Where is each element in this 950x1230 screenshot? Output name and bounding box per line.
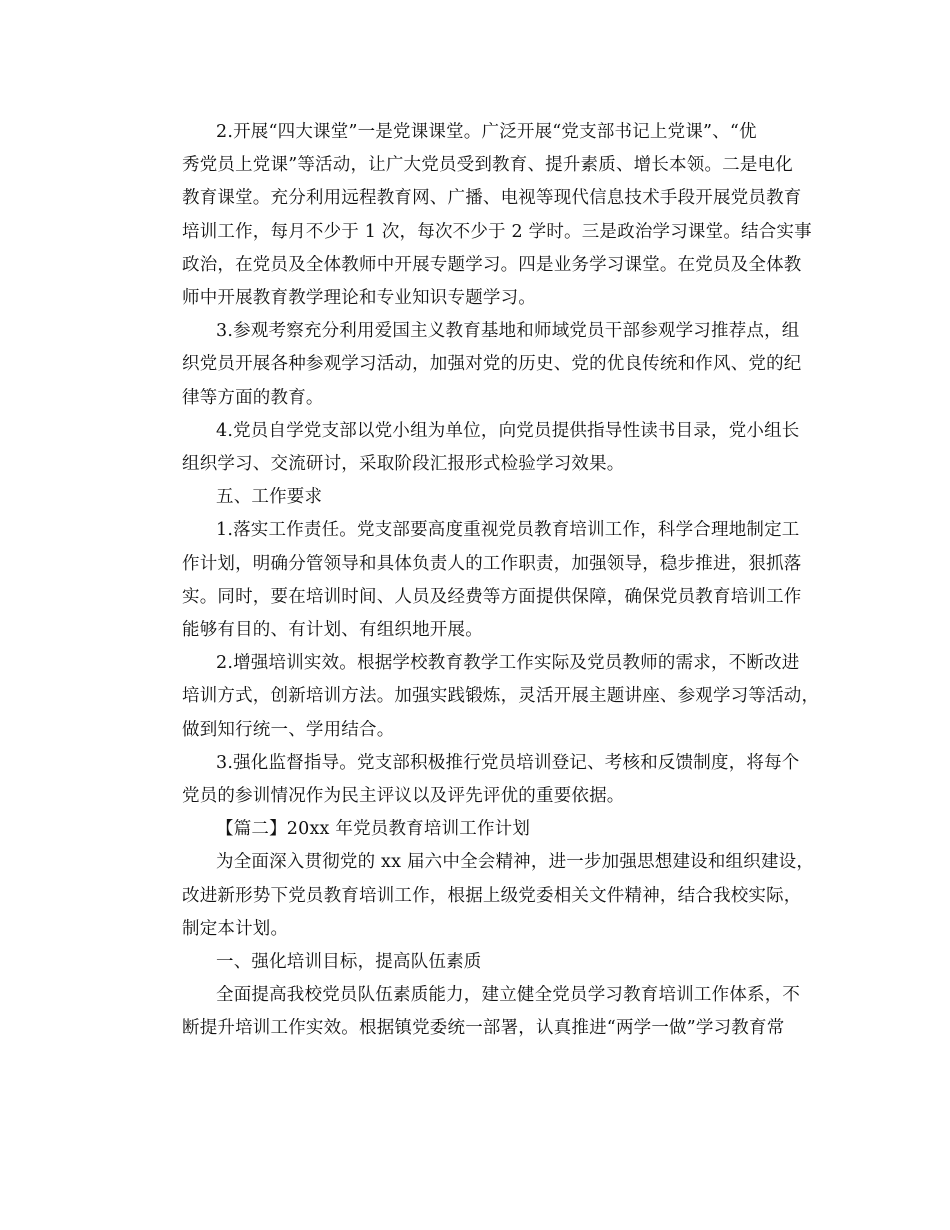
text-line: 1.落实工作责任。党支部要高度重视党员教育培训工作，科学合理地制定工 xyxy=(216,520,800,541)
article-title: 【篇二】20xx 年党员教育培训工作计划 xyxy=(216,819,531,840)
text-line: 改进新形势下党员教育培训工作，根据上级党委相关文件精神，结合我校实际， xyxy=(182,885,802,906)
text-line: 做到知行统一、学用结合。 xyxy=(182,719,395,740)
text-line: 制定本计划。 xyxy=(182,918,289,939)
text-line: 律等方面的教育。 xyxy=(182,387,324,408)
section-heading: 五、工作要求 xyxy=(216,487,323,508)
text-line: 党员的参训情况作为民主评议以及评先评优的重要依据。 xyxy=(182,786,625,807)
text-line: 全面提高我校党员队伍素质能力，建立健全党员学习教育培训工作体系，不 xyxy=(216,985,801,1006)
paragraph-four-classrooms xyxy=(147,116,812,315)
text-line: 2.增强培训实效。根据学校教育教学工作实际及党员教师的需求，不断改进 xyxy=(216,653,800,674)
paragraph-self-study xyxy=(147,415,801,481)
text-line: 教育课堂。充分利用远程教育网、广播、电视等现代信息技术手段开展党员教育 xyxy=(182,188,802,209)
text-line: 断提升培训工作实效。根据镇党委统一部署，认真推进“两学一做”学习教育常 xyxy=(182,1018,785,1039)
text-line: 组织学习、交流研讨，采取阶段汇报形式检验学习效果。 xyxy=(182,454,625,475)
text-line: 2.开展“四大课堂”一是党课课堂。广泛开展“党支部书记上党课”、“优 xyxy=(216,122,757,142)
text-line: 培训方式，创新培训方法。加强实践锻炼，灵活开展主题讲座、参观学习等活动， xyxy=(182,686,820,707)
paragraph-introduction xyxy=(147,846,815,946)
text-line: 实。同时，要在培训时间、人员及经费等方面提供保障，确保党员教育培训工作 xyxy=(182,586,802,607)
text-line: 能够有目的、有计划、有组织地开展。 xyxy=(182,620,483,641)
section-heading: 一、强化培训目标，提高队伍素质 xyxy=(216,952,482,973)
paragraph-visit-study xyxy=(147,315,801,415)
paragraph-supervision xyxy=(147,747,801,813)
paragraph-training-goal xyxy=(147,979,801,1045)
section-heading-work-requirements xyxy=(147,481,801,514)
text-line: 作计划，明确分管领导和具体负责人的工作职责，加强领导，稳步推进，狠抓落 xyxy=(182,553,802,574)
text-line: 3.参观考察充分利用爱国主义教育基地和师域党员干部参观学习推荐点，组 xyxy=(216,321,800,342)
text-line: 培训工作，每月不少于 1 次，每次不少于 2 学时。三是政治学习课堂。结合实事 xyxy=(182,221,812,242)
section-heading-training-goal xyxy=(147,946,801,979)
text-line: 秀党员上党课”等活动，让广大党员受到教育、提升素质、增长本领。二是电化 xyxy=(182,155,793,176)
text-line: 3.强化监督指导。党支部积极推行党员培训登记、考核和反馈制度，将每个 xyxy=(216,752,800,773)
text-line: 4.党员自学党支部以党小组为单位，向党员提供指导性读书目录，党小组长 xyxy=(216,420,800,441)
paragraph-effectiveness xyxy=(147,647,820,747)
document-body xyxy=(147,116,820,1046)
text-line: 师中开展教育教学理论和专业知识专题学习。 xyxy=(182,288,536,309)
text-line: 政治，在党员及全体教师中开展专题学习。四是业务学习课堂。在党员及全体教 xyxy=(182,254,802,275)
text-line: 为全面深入贯彻党的 xx 届六中全会精神，进一步加强思想建设和组织建设， xyxy=(216,852,815,873)
text-line: 织党员开展各种参观学习活动，加强对党的历史、党的优良传统和作风、党的纪 xyxy=(182,354,802,375)
paragraph-responsibility xyxy=(147,514,801,647)
article-title-part-two xyxy=(147,813,801,846)
